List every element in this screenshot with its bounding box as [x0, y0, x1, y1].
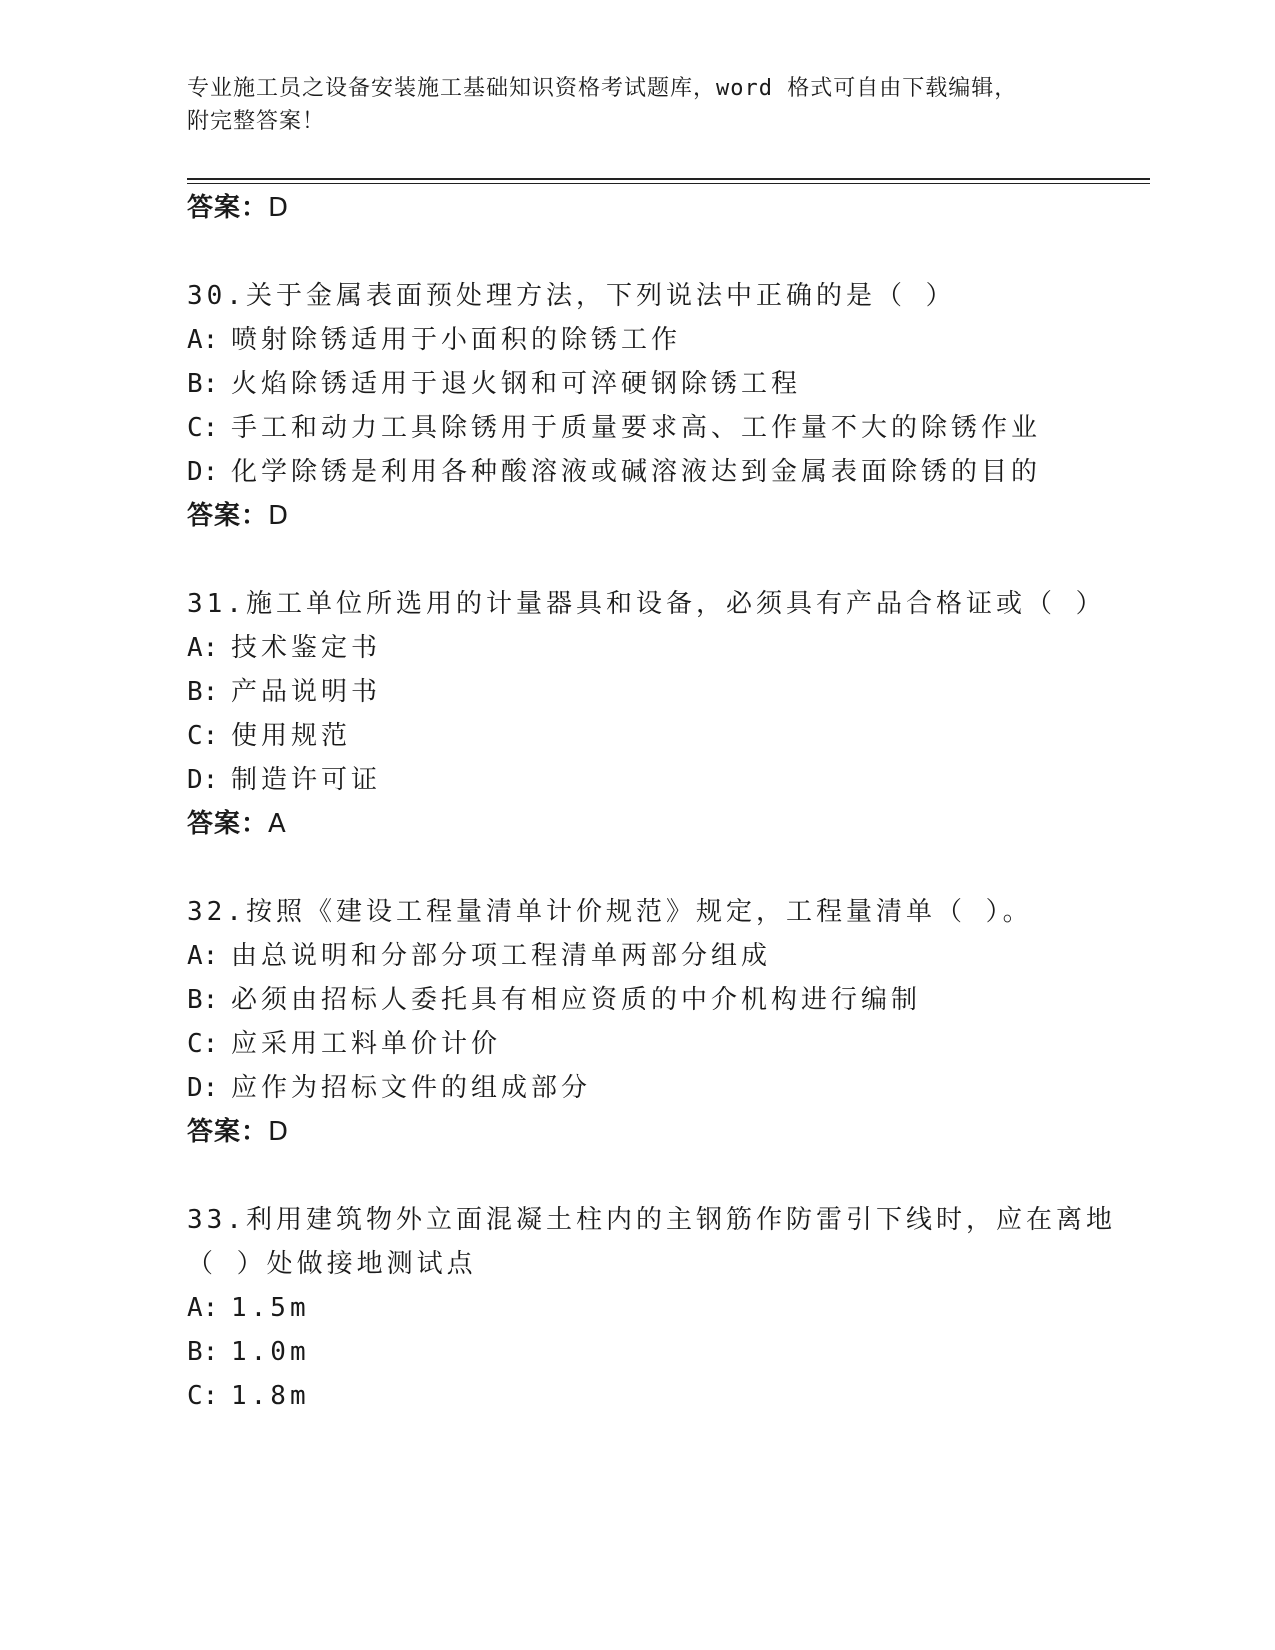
option-letter: C: — [187, 413, 219, 443]
option-text: 手工和动力工具除锈用于质量要求高、工作量不大的除锈作业 — [231, 413, 1042, 443]
option-letter: B: — [187, 1337, 219, 1367]
header-divider-thick — [187, 178, 1150, 180]
answer-value: D — [268, 501, 290, 531]
answer-label: 答案： — [187, 501, 269, 531]
option-text: 应采用工料单价计价 — [231, 1029, 502, 1059]
option-letter: A: — [187, 1293, 219, 1323]
option-text: 1.5m — [231, 1293, 310, 1323]
answer-label: 答案： — [187, 193, 269, 223]
option-letter: C: — [187, 1381, 219, 1411]
option-text: 必须由招标人委托具有相应资质的中介机构进行编制 — [231, 985, 922, 1015]
option-text: 由总说明和分部分项工程清单两部分组成 — [231, 941, 772, 971]
option-letter: C: — [187, 721, 219, 751]
question-31-option-c — [187, 721, 351, 751]
question-32-stem: 32.按照《建设工程量清单计价规范》规定，工程量清单（ ）。 — [187, 897, 1033, 927]
option-letter: A: — [187, 941, 219, 971]
option-text: 应作为招标文件的组成部分 — [231, 1073, 592, 1103]
option-letter: A: — [187, 325, 219, 355]
answer-value: A — [268, 809, 287, 839]
question-33-option-c — [187, 1381, 310, 1411]
option-text: 1.8m — [231, 1381, 310, 1411]
answer-value: D — [268, 1117, 290, 1147]
option-letter: D: — [187, 1073, 219, 1103]
question-32-option-a — [187, 941, 771, 971]
question-30-option-d — [187, 457, 1041, 487]
option-text: 技术鉴定书 — [231, 633, 382, 663]
question-33-option-b — [187, 1337, 310, 1367]
question-30-option-a — [187, 325, 681, 355]
question-32-option-c — [187, 1029, 501, 1059]
option-text: 火焰除锈适用于退火钢和可淬硬钢除锈工程 — [231, 369, 802, 399]
option-letter: B: — [187, 369, 219, 399]
header-line-2: 附完整答案！ — [187, 109, 326, 134]
question-30-answer — [187, 501, 289, 531]
option-letter: B: — [187, 677, 219, 707]
option-text: 喷射除锈适用于小面积的除锈工作 — [231, 325, 682, 355]
answer-label: 答案： — [187, 1117, 269, 1147]
question-30-option-b — [187, 369, 801, 399]
option-letter: C: — [187, 1029, 219, 1059]
question-32-answer — [187, 1117, 289, 1147]
option-letter: D: — [187, 457, 219, 487]
answer-label: 答案： — [187, 809, 269, 839]
document-header — [187, 72, 1087, 138]
option-text: 1.0m — [231, 1337, 310, 1367]
question-30-option-c — [187, 413, 1041, 443]
header-line-1: 专业施工员之设备安装施工基础知识资格考试题库，word 格式可自由下载编辑， — [187, 76, 1018, 101]
option-letter: B: — [187, 985, 219, 1015]
option-text: 化学除锈是利用各种酸溶液或碱溶液达到金属表面除锈的目的 — [231, 457, 1042, 487]
question-32-option-d — [187, 1073, 591, 1103]
question-30-stem: 30.关于金属表面预处理方法，下列说法中正确的是（ ） — [187, 281, 956, 311]
question-31-option-a — [187, 633, 381, 663]
answer-value: D — [268, 193, 290, 223]
option-text: 产品说明书 — [231, 677, 382, 707]
option-text: 使用规范 — [231, 721, 352, 751]
question-31-option-d — [187, 765, 381, 795]
question-31-answer — [187, 809, 287, 839]
answer-prev — [187, 193, 289, 223]
question-32-option-b — [187, 985, 921, 1015]
question-31-stem: 31.施工单位所选用的计量器具和设备，必须具有产品合格证或（ ） — [187, 589, 1106, 619]
option-text: 制造许可证 — [231, 765, 382, 795]
header-divider-thin — [187, 183, 1150, 184]
question-31-option-b — [187, 677, 381, 707]
question-33-stem-line-1: 33.利用建筑物外立面混凝土柱内的主钢筋作防雷引下线时，应在离地 — [187, 1205, 1116, 1235]
option-letter: D: — [187, 765, 219, 795]
option-letter: A: — [187, 633, 219, 663]
question-33-option-a — [187, 1293, 310, 1323]
question-33-stem-line-2: （ ）处做接地测试点 — [187, 1249, 477, 1279]
